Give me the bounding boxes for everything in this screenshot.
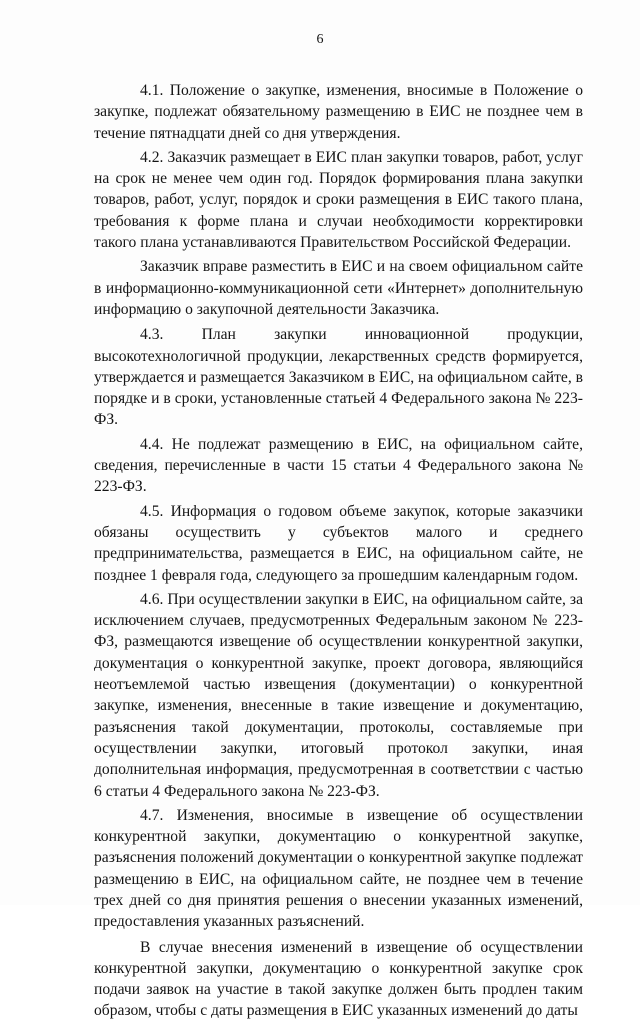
paragraph-4-6: 4.6. При осуществлении закупки в ЕИС, на официальном сайте, за исключением случаев, предусмотренных Федеральным законом № 223-ФЗ, размещаются извещение об осуществлении конкурентной закупки, документация о конкурентной закупке, проект договора, являющийся неотъемлемой частью извещения (документации) о конкурентной закупке, изменения, внесенные в такие извещение и документацию, разъяснения такой документации, протоколы, составляемые при осуществлении закупки, итоговый протокол закупки, иная дополнительная информация, предусмотренная в соответствии с частью 6 статьи 4 Федерального закона № 223-ФЗ. xyxy=(94,590,583,800)
paragraph-4-7: 4.7. Изменения, вносимые в извещение об осуществлении конкурентной закупки, документацию о конкурентной закупке, разъяснения положений документации о конкурентной закупке подлежат размещению в ЕИС, на официальном сайте, не позднее чем в течение трех дней со дня принятия решения о внесении указанных изменений, предоставления указанных разъяснений. xyxy=(94,806,583,931)
paragraph-4-5: 4.5. Информация о годовом объеме закупок, которые заказчики обязаны осуществить у субъектов малого и среднего предпринимательства, размещается в ЕИС, на официальном сайте, не позднее 1 февраля года, следующего за прошедшим календарным годом. xyxy=(94,502,583,584)
paragraph-4-2-addendum: Заказчик вправе разместить в ЕИС и на своем официальном сайте в информационно-коммуникационной сети «Интернет» дополнительную информацию о закупочной деятельности Заказчика. xyxy=(94,258,583,318)
document-body xyxy=(94,80,583,1025)
paragraph-4-4: 4.4. Не подлежат размещению в ЕИС, на официальном сайте, сведения, перечисленные в части 15 статьи 4 Федерального закона № 223-ФЗ. xyxy=(94,435,583,496)
paragraph-4-2: 4.2. Заказчик размещает в ЕИС план закупки товаров, работ, услуг на срок не менее чем один год. Порядок формирования плана закупки товаров, работ, услуг, порядок и сроки размещения в ЕИС такого плана, требования к форме плана и случаи необходимости корректировки такого плана устанавливаются Правительством Российской Федерации. xyxy=(94,148,583,252)
paragraph-4-3: 4.3. План закупки инновационной продукции, высокотехнологичной продукции, лекарственных средств формируется, утверждается и размещается Заказчиком в ЕИС, на официальном сайте, в порядке и в сроки, установленные статьей 4 Федерального закона № 223-ФЗ. xyxy=(94,326,583,429)
paragraph-4-1: 4.1. Положение о закупке, изменения, вносимые в Положение о закупке, подлежат обязательному размещению в ЕИС не позднее чем в течение пятнадцати дней со дня утверждения. xyxy=(94,82,583,142)
page-number: 6 xyxy=(316,32,324,47)
paragraph-4-7-addendum: В случае внесения изменений в извещение об осуществлении конкурентной закупки, документацию о конкурентной закупке срок подачи заявок на участие в такой закупке должен быть продлен таким образом, чтобы с даты размещения в ЕИС указанных изменений до даты xyxy=(94,938,583,1020)
